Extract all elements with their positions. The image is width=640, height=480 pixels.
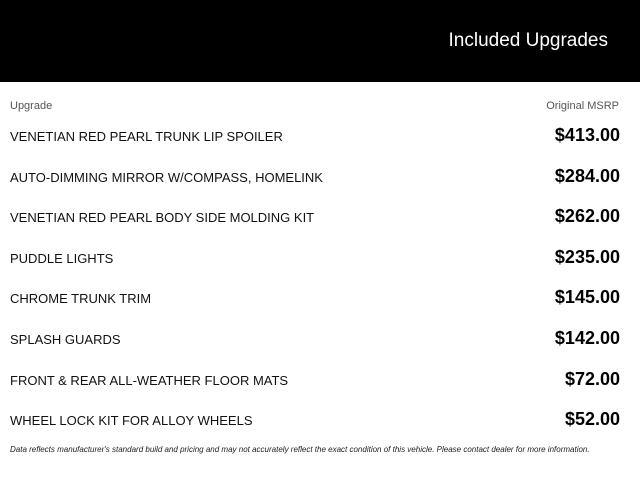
upgrade-name: FRONT & REAR ALL-WEATHER FLOOR MATS <box>10 372 289 388</box>
list-item <box>0 115 640 156</box>
upgrade-name: VENETIAN RED PEARL BODY SIDE MOLDING KIT <box>10 210 315 226</box>
list-item <box>0 156 640 197</box>
upgrade-name: CHROME TRUNK TRIM <box>10 291 152 307</box>
list-item <box>0 277 640 318</box>
upgrade-name: VENETIAN RED PEARL TRUNK LIP SPOILER <box>10 129 283 144</box>
disclaimer-text: Data reflects manufacturer's standard build and pricing and may not accurately reflect the exact condition of this vehicle. Please contact dealer for more information. <box>10 445 590 454</box>
column-header-original-msrp: Original MSRP <box>546 100 619 112</box>
upgrade-name: AUTO-DIMMING MIRROR W/COMPASS, HOMELINK <box>10 169 323 185</box>
upgrades-list <box>0 115 640 440</box>
upgrade-name: PUDDLE LIGHTS <box>10 250 114 266</box>
upgrade-price: $262.00 <box>554 206 620 227</box>
upgrade-price: $142.00 <box>554 327 620 348</box>
upgrade-price: $235.00 <box>554 246 620 267</box>
upgrade-price: $72.00 <box>564 368 620 389</box>
list-item <box>0 318 640 359</box>
list-item <box>0 399 640 440</box>
upgrade-price: $284.00 <box>554 165 620 186</box>
column-header-upgrade: Upgrade <box>10 100 53 112</box>
upgrade-price: $52.00 <box>564 409 620 430</box>
list-item <box>0 196 640 237</box>
header-bar <box>0 0 640 82</box>
upgrade-name: SPLASH GUARDS <box>10 331 121 347</box>
upgrade-name: WHEEL LOCK KIT FOR ALLOY WHEELS <box>10 413 253 429</box>
list-item <box>0 359 640 400</box>
upgrade-price: $413.00 <box>554 125 620 145</box>
page-title: Included Upgrades <box>448 30 608 51</box>
list-item <box>0 237 640 278</box>
upgrade-price: $145.00 <box>554 287 620 308</box>
